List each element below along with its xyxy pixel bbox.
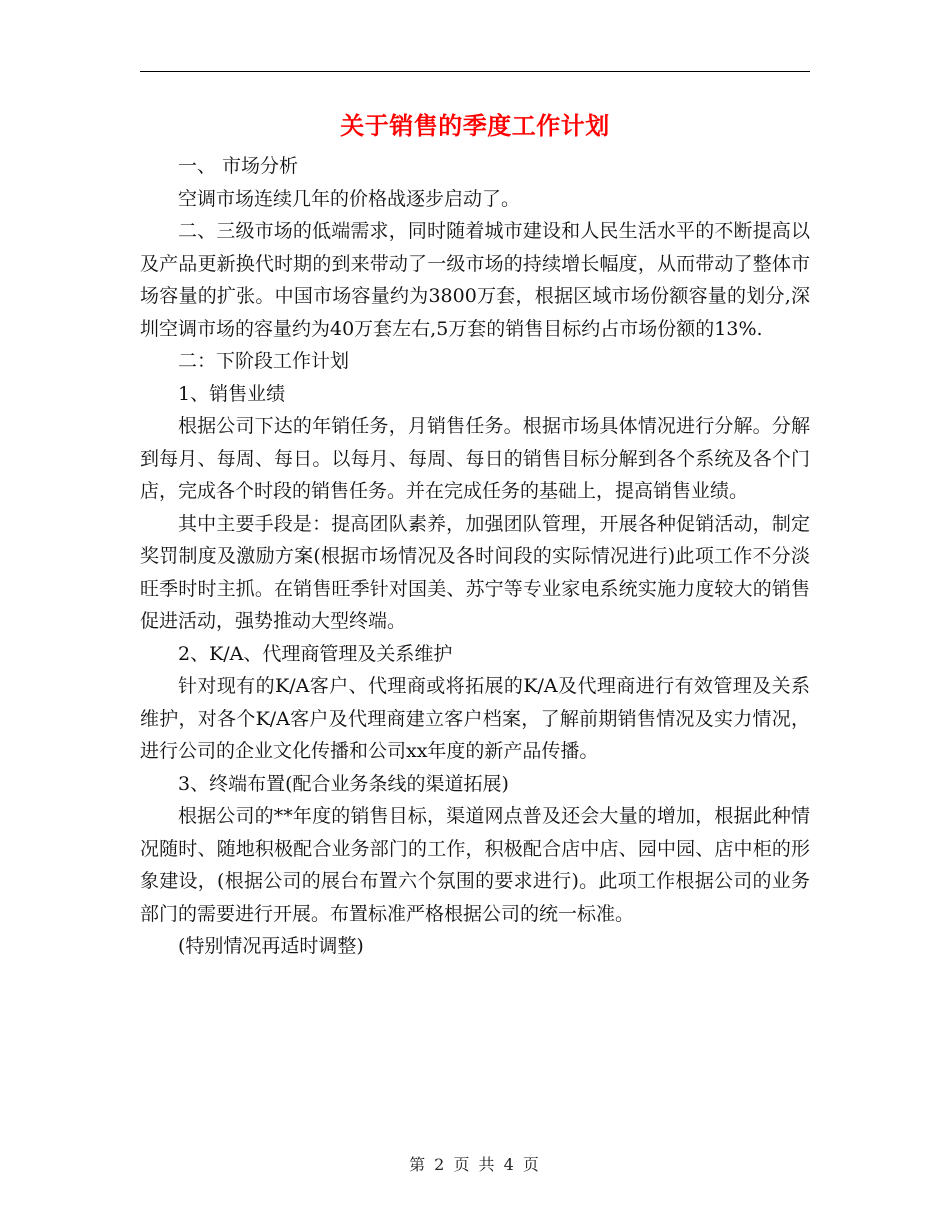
paragraph: 针对现有的K/A客户、代理商或将拓展的K/A及代理商进行有效管理及关系维护，对各个K/A客户及代理商建立客户档案，了解前期销售情况及实力情况，进行公司的企业文化传播和公司xx年度的新产品传播。 <box>140 675 810 762</box>
paragraph: 二、三级市场的低端需求，同时随着城市建设和人民生活水平的不断提高以及产品更新换代时期的到来带动了一级市场的持续增长幅度，从而带动了整体市场容量的扩张。中国市场容量约为3800万套，根据区域市场份额容量的划分,深圳空调市场的容量约为40万套左右,5万套的销售目标约占市场份额的13%. <box>140 220 810 340</box>
subheading-ka-agents: 2、K/A、代理商管理及关系维护 <box>178 642 453 665</box>
paragraph: 根据公司下达的年销任务，月销售任务。根据市场具体情况进行分解。分解到每月、每周、每日。以每月、每周、每日的销售目标分解到各个系统及各个门店，完成各个时段的销售任务。并在完成任务的基础上，提高销售业绩。 <box>140 415 810 502</box>
section-heading-next-plan: 二：下阶段工作计划 <box>178 350 350 372</box>
paragraph: 空调市场连续几年的价格战逐步启动了。 <box>178 187 521 210</box>
subheading-terminal-layout: 3、终端布置(配合业务条线的渠道拓展) <box>178 772 509 795</box>
document-body <box>140 150 810 963</box>
paragraph: 根据公司的**年度的销售目标，渠道网点普及还会大量的增加，根据此种情况随时、随地积极配合业务部门的工作，积极配合店中店、园中园、店中柜的形象建设，(根据公司的展台布置六个氛围的要求进行)。此项工作根据公司的业务部门的需要进行开展。布置标准严格根据公司的统一标准。 <box>140 805 810 925</box>
paragraph: 其中主要手段是：提高团队素养，加强团队管理，开展各种促销活动，制定奖罚制度及激励方案(根据市场情况及各时间段的实际情况进行)此项工作不分淡旺季时时主抓。在销售旺季针对国美、苏宁等专业家电系统实施力度较大的销售促进活动，强势推动大型终端。 <box>140 512 810 632</box>
section-heading-market-analysis: 一、 市场分析 <box>178 155 299 177</box>
document-title: 关于销售的季度工作计划 <box>340 112 610 140</box>
header-rule <box>140 71 810 72</box>
subheading-sales-performance: 1、销售业绩 <box>178 382 286 405</box>
paragraph-note: (特别情况再适时调整) <box>178 935 364 957</box>
page-number-footer: 第 2 页 共 4 页 <box>409 1155 541 1174</box>
